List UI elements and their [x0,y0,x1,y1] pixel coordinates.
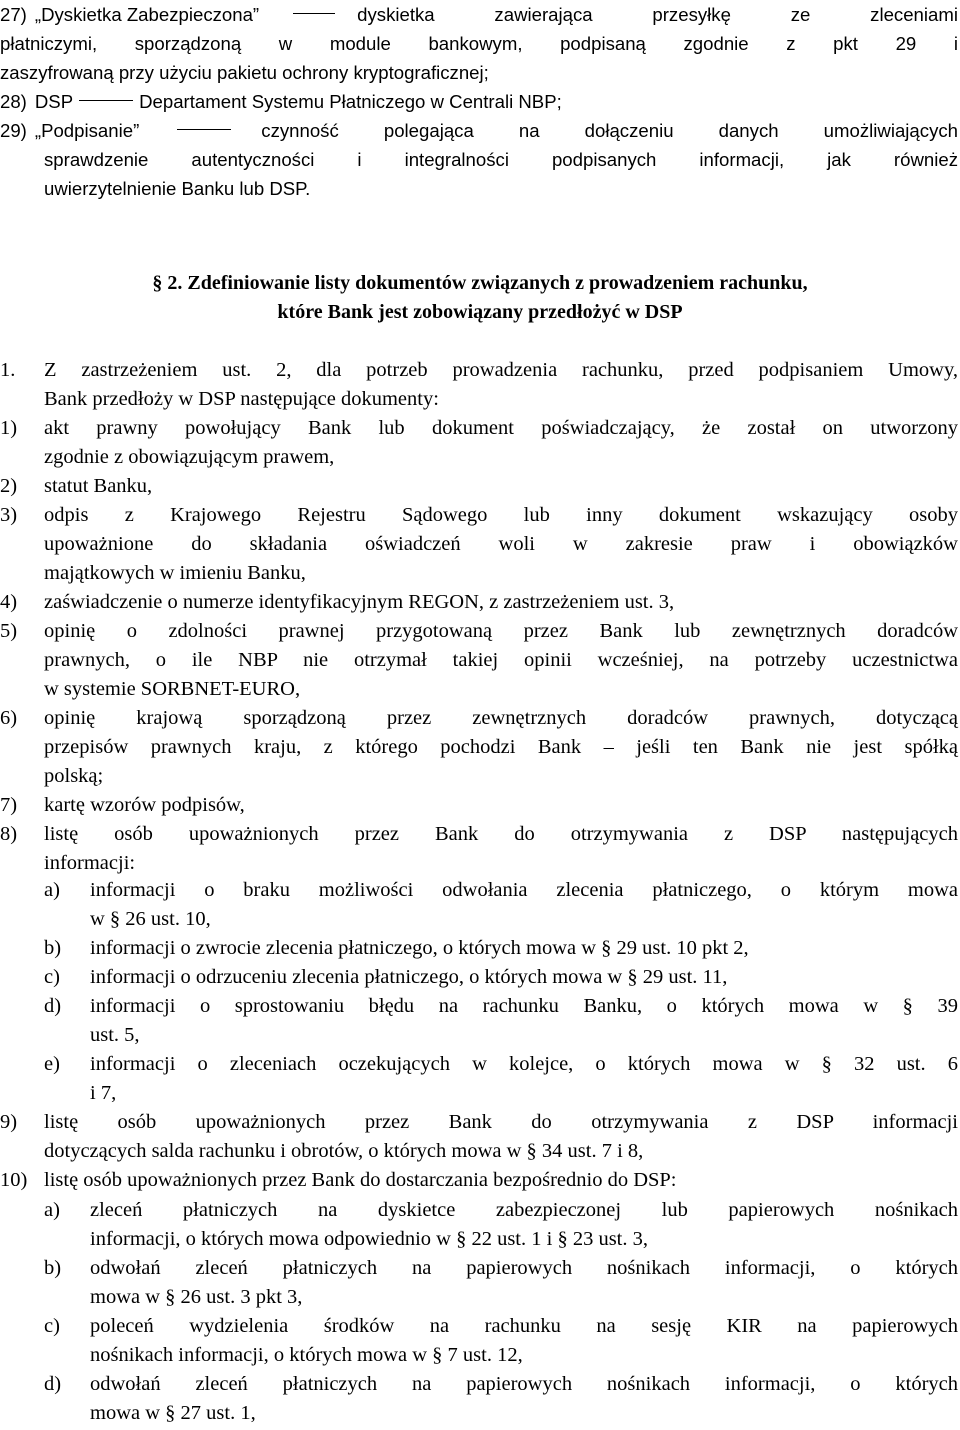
section-title-line2: które Bank jest zobowiązany przedłożyć w DSP [277,301,683,323]
list-item-text: informacji o zleceniach oczekujących w kolejce, o których mowa w § 32 ust. 6 [90,1053,958,1075]
sub-list-item [44,1050,958,1108]
list-item-number: 7) [0,794,18,816]
list-item [0,791,958,820]
list-item-text: odwołań zleceń płatniczych na papierowych nośnikach informacji, o których [90,1373,958,1395]
definition-text: czynność polegająca na dołączeniu danych umożliwiających [261,120,958,141]
list-item-text: listę osób upoważnionych przez Bank do dostarczania bezpośrednio do DSP: [44,1169,677,1191]
section-heading [40,269,920,327]
list-item-number: b) [44,1257,62,1279]
definition-number: 27) [0,4,27,25]
list-item-number: 10) [0,1169,28,1191]
list-item-text: odpis z Krajowego Rejestru Sądowego lub inny dokument wskazujący osoby [44,504,958,526]
sub-list-item [44,1312,958,1370]
list-item [0,414,958,472]
list-item-text: informacji: [44,852,136,874]
list-item-number: b) [44,937,62,959]
list-item-text: informacji, o których mowa odpowiednio w § 22 ust. 1 i § 23 ust. 3, [90,1228,648,1250]
list-item [0,704,958,791]
sub-list-item [44,963,958,992]
list-item-text: zgodnie z obowiązującym prawem, [44,446,335,468]
definition-term: „Dyskietka Zabezpieczona” [34,4,260,25]
list-item-number: 5) [0,620,18,642]
definition-number: 29) [0,120,27,141]
list-item-number: 3) [0,504,18,526]
list-item-number: e) [44,1053,60,1075]
sub-list-item [44,992,958,1050]
list-item-text: zleceń płatniczych na dyskietce zabezpieczonej lub papierowych nośnikach [90,1199,958,1221]
list-item-number: c) [44,966,60,988]
list-item [0,501,958,588]
sub-list-item [44,1254,958,1312]
list-item-number: 8) [0,823,18,845]
definition-29-line1 [0,116,958,145]
list-item-number: 2) [0,475,18,497]
list-item-text: informacji o sprostowaniu błędu na rachunku Banku, o których mowa w § 39 [90,995,958,1017]
document-list-continued [0,1108,958,1195]
list-item-text: odwołań zleceń płatniczych na papierowych nośnikach informacji, o których [90,1257,958,1279]
em-dash [293,13,335,14]
list-item-number: 1) [0,417,18,439]
list-item-text: zaświadczenie o numerze identyfikacyjnym REGON, z zastrzeżeniem ust. 3, [44,591,675,613]
sub-list-item [44,934,958,963]
sub-list-item [44,1196,958,1254]
em-dash [177,129,231,130]
definition-text: zaszyfrowaną przy użyciu pakietu ochrony kryptograficznej; [0,62,489,83]
definition-28 [0,87,958,116]
sub-list-10 [44,1196,958,1428]
list-item-text: upoważnione do składania oświadczeń woli w zakresie praw i obowiązków [44,533,958,555]
paragraph-number: 1. [0,359,16,381]
list-item-text: majątkowych w imieniu Banku, [44,562,306,584]
list-item-text: informacji o odrzuceniu zlecenia płatniczego, o których mowa w § 29 ust. 11, [90,966,728,988]
list-item-text: prawnych, o ile NBP nie otrzymał takiej opinii wcześniej, na potrzeby uczestnictwa [44,649,958,671]
list-item-text: akt prawny powołujący Bank lub dokument poświadczający, że został on utworzony [44,417,958,439]
list-item-text: opinię krajową sporządzoną przez zewnętrznych doradców prawnych, dotyczącą [44,707,958,729]
list-item-text: polską; [44,765,104,787]
list-item [0,472,958,501]
definition-term: DSP [34,91,74,112]
definition-term: „Podpisanie” [34,120,140,141]
list-item-text: poleceń wydzielenia środków na rachunku na sesję KIR na papierowych [90,1315,958,1337]
sub-list-item [44,1370,958,1428]
list-item [0,1108,958,1166]
em-dash [79,100,133,101]
list-item-number: 4) [0,591,18,613]
list-item-text: informacji o braku możliwości odwołania zlecenia płatniczego, o którym mowa [90,879,958,901]
definition-text: uwierzytelnienie Banku lub DSP. [44,178,311,199]
list-item-text: i 7, [90,1082,117,1104]
paragraph-1 [0,356,958,414]
definition-text: Departament Systemu Płatniczego w Centrali NBP; [139,91,562,112]
list-item-text: nośnikach informacji, o których mowa w § 7 ust. 12, [90,1344,523,1366]
definition-number: 28) [0,91,27,112]
paragraph-text: Bank przedłoży w DSP następujące dokumenty: [44,388,439,410]
list-item-text: w systemie SORBNET-EURO, [44,678,301,700]
list-item-number: a) [44,1199,60,1221]
list-item-number: d) [44,995,62,1017]
list-item-number: 6) [0,707,18,729]
list-item-text: opinię o zdolności prawnej przygotowaną przez Bank lub zewnętrznych doradców [44,620,958,642]
definition-text: sprawdzenie autentyczności i integralności podpisanych informacji, jak również [44,149,958,170]
definition-text: dyskietka zawierająca przesyłkę ze zleceniami [357,4,958,25]
list-item-text: mowa w § 26 ust. 3 pkt 3, [90,1286,303,1308]
list-item-text: przepisów prawnych kraju, z którego pochodzi Bank – jeśli ten Bank nie jest spółką [44,736,958,758]
list-item-text: mowa w § 27 ust. 1, [90,1402,256,1424]
section-title-line1: § 2. Zdefiniowanie listy dokumentów związanych z prowadzeniem rachunku, [152,272,808,294]
list-item-text: statut Banku, [44,475,153,497]
list-item-text: kartę wzorów podpisów, [44,794,245,816]
list-item-text: ust. 5, [90,1024,140,1046]
paragraph-text: Z zastrzeżeniem ust. 2, dla potrzeb prowadzenia rachunku, przed podpisaniem Umowy, [44,359,958,381]
sub-list-8 [44,876,958,1108]
list-item-text: listę osób upoważnionych przez Bank do otrzymywania z DSP następujących [44,823,958,845]
definition-27-line1 [0,0,958,29]
list-item-text: listę osób upoważnionych przez Bank do otrzymywania z DSP informacji [44,1111,958,1133]
list-item [0,617,958,704]
list-item [0,588,958,617]
list-item-text: w § 26 ust. 10, [90,908,211,930]
list-item [0,1166,958,1195]
paragraph-1-line1 [0,356,958,385]
list-item [0,820,958,878]
list-item-number: d) [44,1373,62,1395]
list-item-number: c) [44,1315,60,1337]
list-item-number: 9) [0,1111,18,1133]
list-item-text: dotyczących salda rachunku i obrotów, o których mowa w § 34 ust. 7 i 8, [44,1140,644,1162]
document-list [0,414,958,878]
definition-text: płatniczymi, sporządzoną w module bankowym, podpisaną zgodnie z pkt 29 i [0,33,958,54]
list-item-number: a) [44,879,60,901]
list-item-text: informacji o zwrocie zlecenia płatniczego, o których mowa w § 29 ust. 10 pkt 2, [90,937,749,959]
sub-list-item [44,876,958,934]
